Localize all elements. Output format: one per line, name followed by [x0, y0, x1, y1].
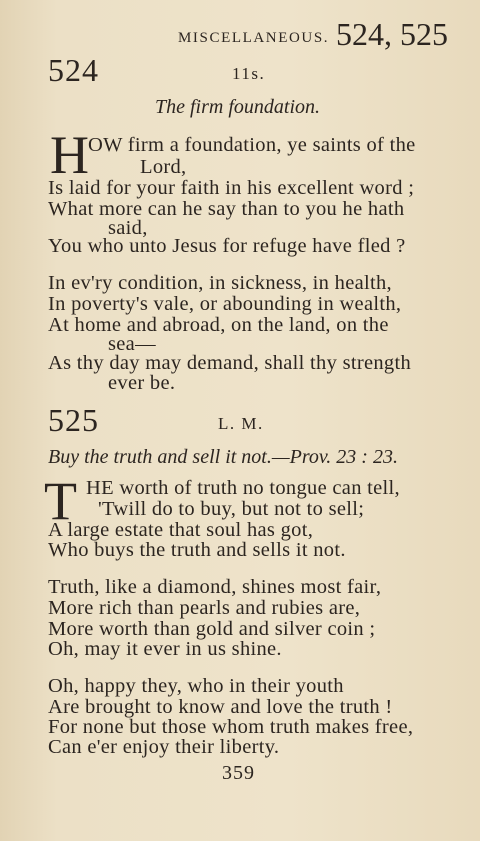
drop-cap: T	[44, 471, 77, 531]
running-head: MISCELLANEOUS.	[178, 30, 330, 46]
verse-line: Oh, happy they, who in their youth	[48, 675, 344, 697]
verse-line: Truth, like a diamond, shines most fair,	[48, 576, 382, 598]
verse-line: sea—	[108, 333, 156, 355]
verse-line: For none but those whom truth makes free,	[48, 716, 414, 738]
verse-line: More rich than pearls and rubies are,	[48, 597, 361, 619]
verse-line: In poverty's vale, or abounding in wealth,	[48, 293, 402, 315]
hymn-meter: 11s.	[232, 64, 266, 83]
verse-line: A large estate that soul has got,	[48, 519, 314, 541]
verse-line: Oh, may it ever in us shine.	[48, 638, 282, 660]
hymn-number: 525	[48, 402, 99, 438]
verse-line: HE worth of truth no tongue can tell,	[86, 477, 400, 499]
verse-line: ever be.	[108, 372, 176, 394]
page-numbers: 524, 525	[336, 16, 448, 52]
verse-line: At home and abroad, on the land, on the	[48, 314, 389, 336]
verse-line: Who buys the truth and sells it not.	[48, 539, 346, 561]
verse-line: Lord,	[140, 156, 187, 178]
verse-line: What more can he say than to you he hath	[48, 198, 405, 220]
drop-cap: H	[50, 125, 89, 185]
verse-line: You who unto Jesus for refuge have fled ?	[48, 235, 406, 257]
hymn-meter: L. M.	[218, 414, 264, 433]
verse-line: As thy day may demand, shall thy strength	[48, 352, 412, 374]
verse-line: Can e'er enjoy their liberty.	[48, 736, 280, 758]
hymn-title: The firm foundation.	[155, 96, 321, 118]
hymn-title: Buy the truth and sell it not.—Prov. 23 : 23.	[48, 446, 398, 468]
verse-line: Is laid for your faith in his excellent word ;	[48, 177, 415, 199]
verse-line: More worth than gold and silver coin ;	[48, 618, 376, 640]
verse-line: Are brought to know and love the truth !	[48, 696, 393, 718]
page-folio: 359	[222, 762, 255, 784]
verse-line: 'Twill do to buy, but not to sell;	[98, 498, 365, 520]
verse-line: OW firm a foundation, ye saints of the	[88, 134, 416, 156]
verse-line: said,	[108, 217, 148, 239]
verse-line: In ev'ry condition, in sickness, in health,	[48, 272, 392, 294]
hymn-number: 524	[48, 52, 99, 88]
